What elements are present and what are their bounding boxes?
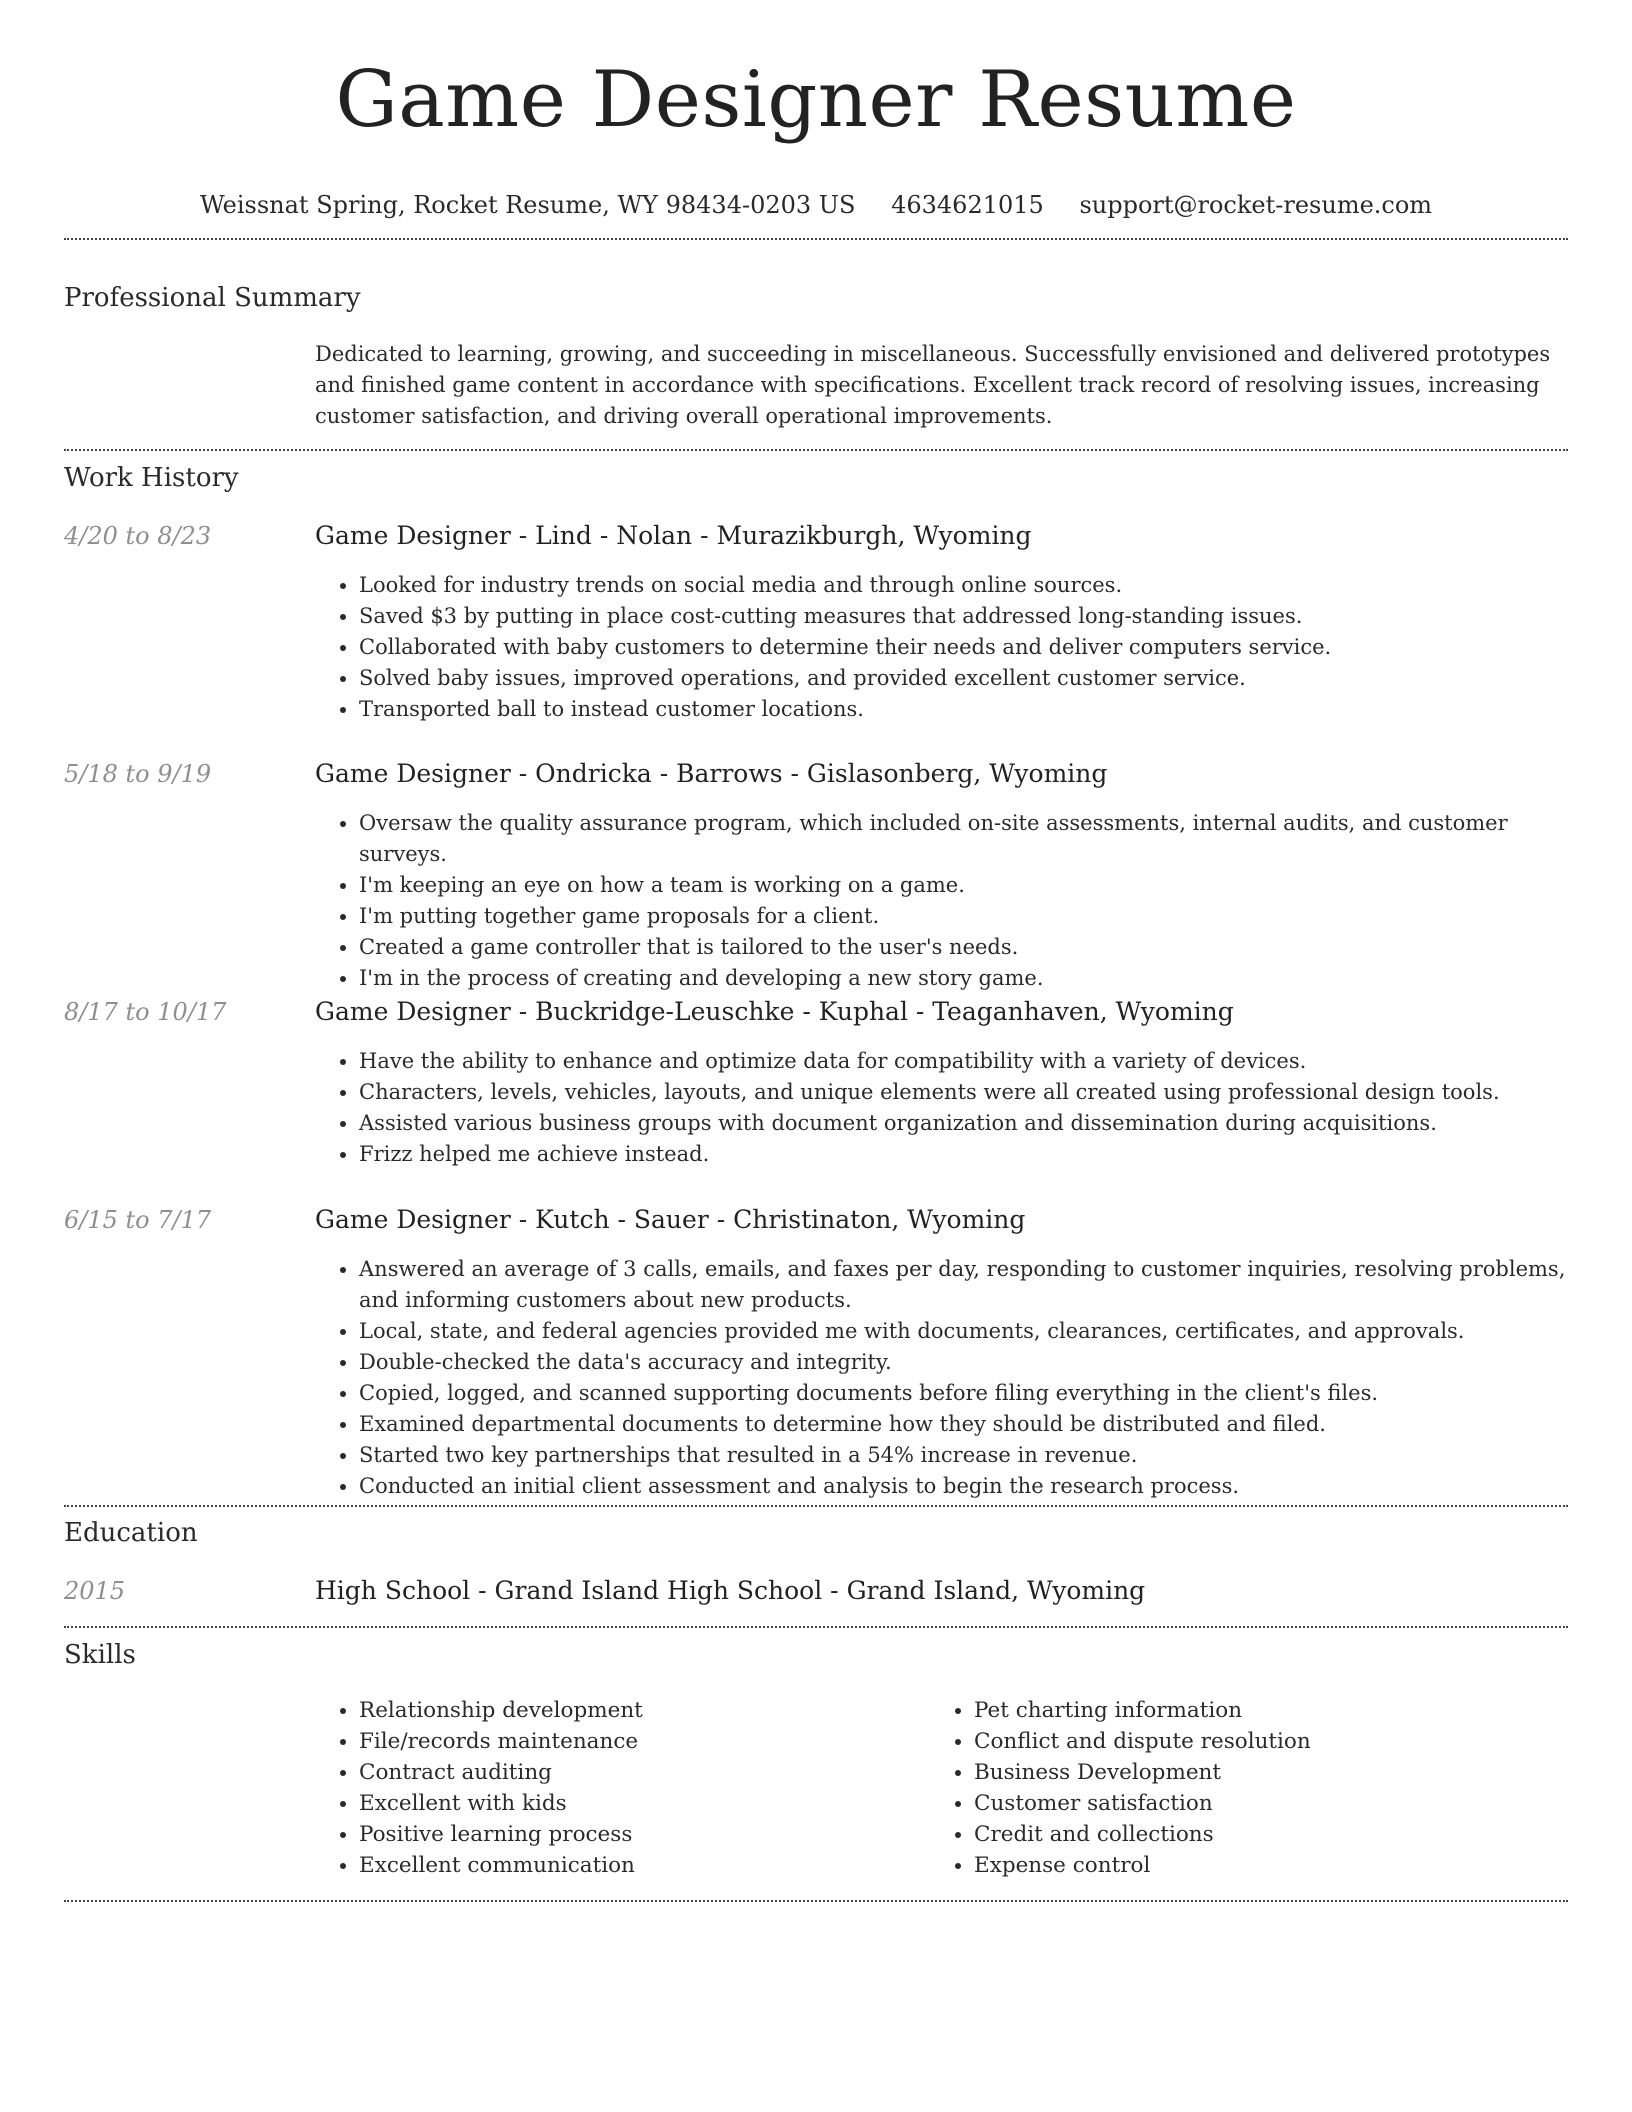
list-item: • Conducted an initial client assessment and analysis to begin the research process. (359, 1471, 1568, 1502)
contact-phone: 4634621015 (891, 191, 1044, 219)
list-item: • Looked for industry trends on social media and through online sources. (359, 570, 1568, 601)
list-item: • Solved baby issues, improved operations, and provided excellent customer service. (359, 663, 1568, 694)
work-history-heading: Work History (64, 463, 239, 493)
list-item: • Expense control (974, 1850, 1560, 1881)
list-item: • Created a game controller that is tailored to the user's needs. (359, 932, 1568, 963)
list-item: • Characters, levels, vehicles, layouts, and unique elements were all created using professional design tools. (359, 1077, 1568, 1108)
contact-line (64, 190, 1568, 220)
resume-title: Game Designer Resume (335, 55, 1297, 145)
divider (64, 238, 1568, 240)
job-bullets (315, 1254, 1568, 1502)
job-entry (315, 758, 1568, 994)
list-item: • Conflict and dispute resolution (974, 1726, 1560, 1757)
contact-email: support@rocket-resume.com (1079, 191, 1433, 219)
job-bullets (315, 1046, 1568, 1170)
list-item: • Contract auditing (359, 1757, 930, 1788)
divider (64, 449, 1568, 451)
list-item: • Credit and collections (974, 1819, 1560, 1850)
job-dates: 5/18 to 9/19 (64, 760, 212, 788)
skills-column-left (315, 1695, 930, 1881)
list-item: • Saved $3 by putting in place cost-cutting measures that addressed long-standing issues. (359, 601, 1568, 632)
job-entry (315, 520, 1568, 725)
job-title: Game Designer - Buckridge-Leuschke - Kuphal - Teaganhaven, Wyoming (315, 997, 1234, 1026)
list-item: • Excellent communication (359, 1850, 930, 1881)
list-item: • Frizz helped me achieve instead. (359, 1139, 1568, 1170)
education-year: 2015 (64, 1577, 126, 1605)
list-item: • Examined departmental documents to determine how they should be distributed and filed. (359, 1409, 1568, 1440)
summary-heading: Professional Summary (64, 283, 361, 313)
education-title: High School - Grand Island High School - Grand Island, Wyoming (315, 1576, 1146, 1605)
resume-page (64, 0, 1568, 1878)
list-item: • Business Development (974, 1757, 1560, 1788)
job-dates: 4/20 to 8/23 (64, 522, 212, 550)
list-item: • Collaborated with baby customers to determine their needs and deliver computers service. (359, 632, 1568, 663)
skills-list (930, 1695, 1560, 1881)
list-item: • Excellent with kids (359, 1788, 930, 1819)
list-item: • Relationship development (359, 1695, 930, 1726)
list-item: • File/records maintenance (359, 1726, 930, 1757)
education-heading: Education (64, 1518, 198, 1548)
job-title: Game Designer - Ondricka - Barrows - Gislasonberg, Wyoming (315, 759, 1108, 788)
divider (64, 1900, 1568, 1902)
list-item: • Have the ability to enhance and optimize data for compatibility with a variety of devices. (359, 1046, 1568, 1077)
list-item: • I'm putting together game proposals for a client. (359, 901, 1568, 932)
list-item: • Assisted various business groups with document organization and dissemination during acquisitions. (359, 1108, 1568, 1139)
list-item: • I'm keeping an eye on how a team is working on a game. (359, 870, 1568, 901)
job-bullets (315, 570, 1568, 725)
divider (64, 1505, 1568, 1507)
list-item: • Started two key partnerships that resulted in a 54% increase in revenue. (359, 1440, 1568, 1471)
list-item: • Transported ball to instead customer locations. (359, 694, 1568, 725)
job-title: Game Designer - Lind - Nolan - Murazikburgh, Wyoming (315, 521, 1032, 550)
job-dates: 6/15 to 7/17 (64, 1206, 212, 1234)
list-item: • Pet charting information (974, 1695, 1560, 1726)
divider (64, 1626, 1568, 1628)
job-entry (315, 996, 1568, 1170)
list-item: • Positive learning process (359, 1819, 930, 1850)
job-dates: 8/17 to 10/17 (64, 998, 227, 1026)
list-item: • Oversaw the quality assurance program, which included on-site assessments, internal audits, and customer surveys. (359, 808, 1568, 870)
contact-address: Weissnat Spring, Rocket Resume, WY 98434-0203 US (199, 191, 856, 219)
summary-text: Dedicated to learning, growing, and succeeding in miscellaneous. Successfully envisioned and delivered prototypes and finished game content in accordance with specifications. Excellent track record of resolving issues, increasing customer satisfaction, and driving overall operational improvements. (315, 342, 1551, 428)
list-item: • Answered an average of 3 calls, emails, and faxes per day, responding to customer inquiries, resolving problems, and informing customers about new products. (359, 1254, 1568, 1316)
list-item: • Copied, logged, and scanned supporting documents before filing everything in the client's files. (359, 1378, 1568, 1409)
list-item: • Local, state, and federal agencies provided me with documents, clearances, certificates, and approvals. (359, 1316, 1568, 1347)
skills-heading: Skills (64, 1640, 136, 1670)
job-bullets (315, 808, 1568, 994)
list-item: • Customer satisfaction (974, 1788, 1560, 1819)
job-entry (315, 1204, 1568, 1502)
skills-list (315, 1695, 930, 1881)
job-title: Game Designer - Kutch - Sauer - Christinaton, Wyoming (315, 1205, 1026, 1234)
skills-column-right (930, 1695, 1560, 1881)
list-item: • Double-checked the data's accuracy and integrity. (359, 1347, 1568, 1378)
list-item: • I'm in the process of creating and developing a new story game. (359, 963, 1568, 994)
